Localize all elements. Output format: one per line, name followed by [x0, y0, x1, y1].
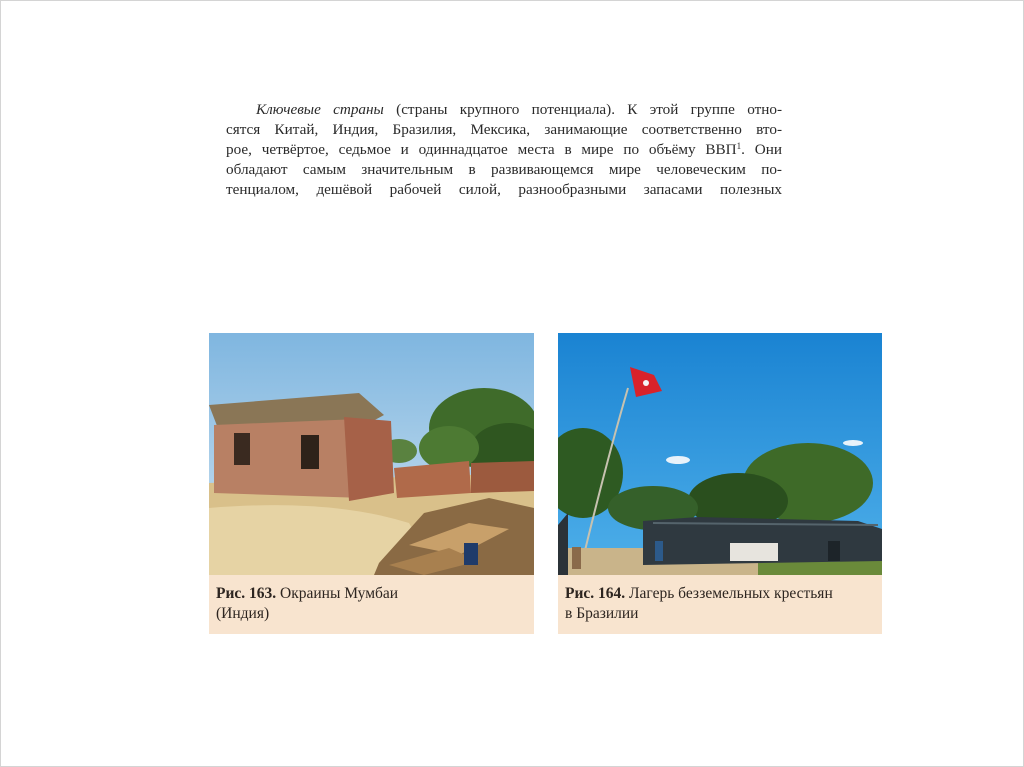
photo-landless-camp	[558, 333, 882, 575]
caption-text: Лагерь безземельных крестьян	[625, 585, 833, 602]
paragraph-line-2: сятся Китай, Индия, Бразилия, Мексика, занимающие соответственно вто-	[226, 121, 782, 138]
footnote-marker: 1	[736, 141, 742, 151]
figure-number: Рис. 164.	[565, 585, 626, 602]
paragraph-line-4: обладают самым значительным в развивающемся мире человеческим по-	[226, 161, 782, 178]
caption-text: Окраины Мумбаи	[276, 585, 399, 602]
caption-text-line2: в Бразилии	[565, 605, 639, 622]
paragraph-line-5: тенциалом, дешёвой рабочей силой, разнообразными запасами полезных	[226, 181, 782, 198]
photo-mumbai-outskirts	[209, 333, 534, 575]
figure-164	[558, 333, 882, 634]
paragraph-line-1: Ключевые страны (страны крупного потенциала). К этой группе отно-	[256, 101, 783, 118]
figure-164-caption	[558, 575, 882, 634]
caption-text-line2: (Индия)	[216, 605, 270, 622]
figure-number: Рис. 163.	[216, 585, 277, 602]
paragraph-line-3: рое, четвёртое, седьмое и одиннадцатое места в мире по объёму ВВП$^1$. Они	[226, 141, 782, 158]
key-term: Ключевые страны	[256, 101, 384, 118]
body-paragraph	[226, 100, 782, 200]
figure-163	[209, 333, 534, 634]
figure-163-caption	[209, 575, 534, 634]
